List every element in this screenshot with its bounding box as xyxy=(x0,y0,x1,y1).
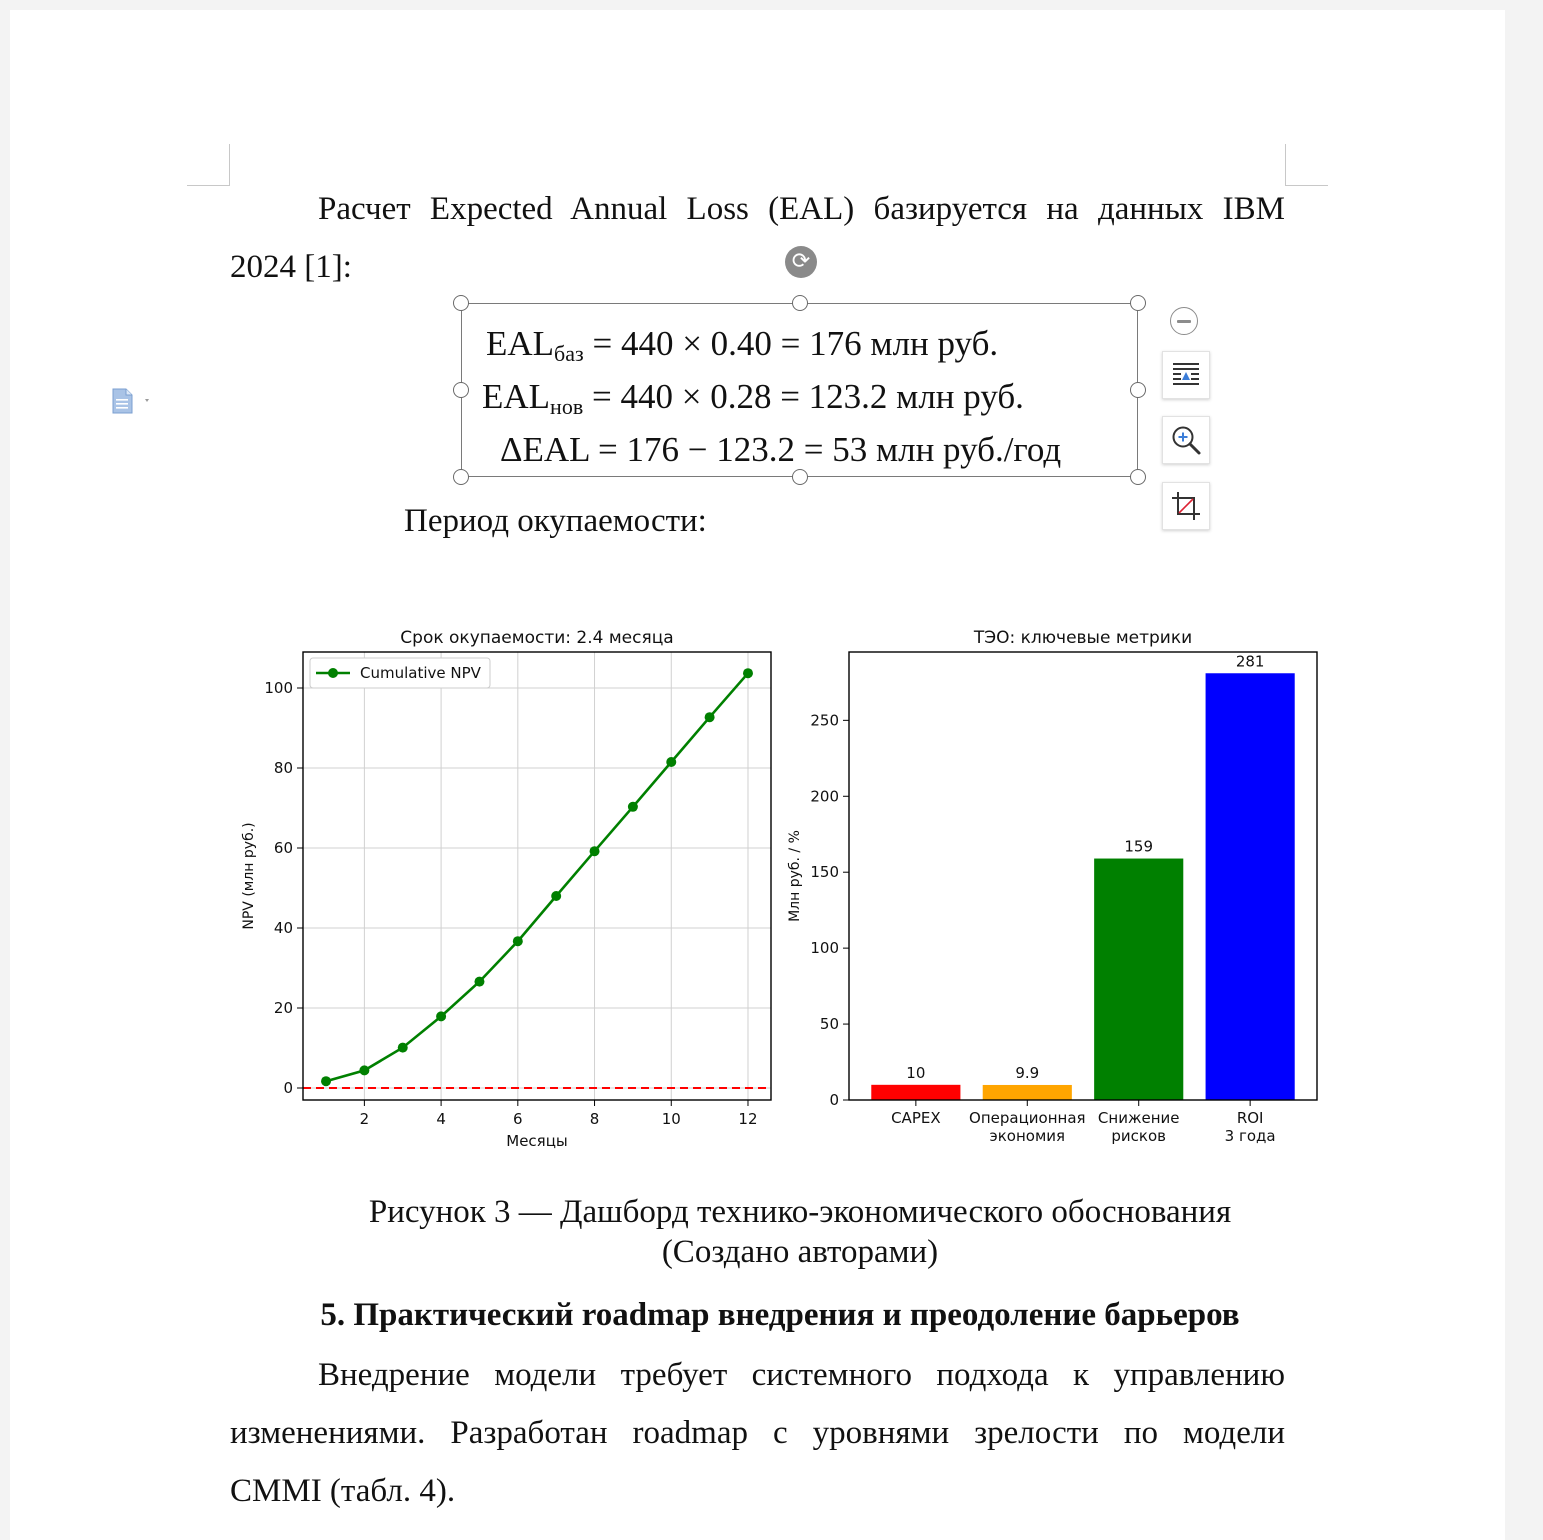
margin-mark xyxy=(187,185,229,186)
data-point xyxy=(743,668,753,678)
resize-handle[interactable] xyxy=(453,295,469,311)
line-chart-y-label: NPV (млн руб.) xyxy=(241,822,257,930)
x-tick-label: 2 xyxy=(359,1110,370,1128)
y-tick-label: 50 xyxy=(819,1015,839,1034)
data-point xyxy=(398,1043,408,1053)
resize-handle[interactable] xyxy=(1130,295,1146,311)
bar-value-label: 159 xyxy=(1124,837,1154,856)
line-chart-legend xyxy=(310,658,490,688)
y-tick-label: 100 xyxy=(264,679,293,697)
resize-handle[interactable] xyxy=(1130,382,1146,398)
crop-button[interactable] xyxy=(1162,482,1210,530)
line-chart-frame xyxy=(303,652,771,1100)
x-tick-label: 10 xyxy=(661,1110,681,1128)
y-tick-label: 80 xyxy=(273,759,293,777)
x-tick-label: 6 xyxy=(513,1110,523,1128)
category-label: Операционная xyxy=(969,1109,1086,1127)
data-point xyxy=(590,846,600,856)
paragraph-line: 2024 [1]: xyxy=(230,249,352,285)
figure-caption: Рисунок 3 — Дашборд технико-экономического обоснования xyxy=(368,1194,1232,1230)
paragraph-roadmap[interactable] xyxy=(230,1346,1285,1520)
data-point xyxy=(513,936,523,946)
category-label: ROI xyxy=(1236,1109,1264,1127)
category-label: 3 года xyxy=(1224,1127,1276,1145)
margin-mark xyxy=(1286,185,1328,186)
zoom-button[interactable] xyxy=(1162,416,1210,464)
formula-line-3: ΔEAL = 176 − 123.2 = 53 млн руб./год xyxy=(500,430,1062,469)
data-point xyxy=(705,712,715,722)
margin-mark xyxy=(1285,144,1286,186)
crop-icon xyxy=(1170,490,1202,522)
paragraph-eal-intro[interactable] xyxy=(230,180,1285,296)
formula-line-2: $EAL_{нов} = 440 \times 0.28 = 123.2$ млн руб. xyxy=(482,377,1024,419)
layout-options-icon xyxy=(1171,361,1201,389)
bar xyxy=(1206,673,1295,1100)
y-tick-label: 200 xyxy=(810,787,839,806)
x-tick-label: 4 xyxy=(436,1110,446,1128)
resize-handle[interactable] xyxy=(792,295,808,311)
y-tick-label: 60 xyxy=(273,839,293,857)
data-point xyxy=(474,977,484,987)
line-chart-title: Срок окупаемости: 2.4 месяца xyxy=(400,628,674,648)
section-heading: 5. Практический roadmap внедрения и преодоление барьеров xyxy=(320,1297,1240,1333)
data-point xyxy=(628,802,638,812)
bar-chart-y-label: Млн руб. / % xyxy=(787,830,803,922)
dashboard-figure[interactable] xyxy=(230,618,1330,1158)
document-icon[interactable] xyxy=(111,388,157,419)
x-tick-label: 8 xyxy=(589,1110,600,1128)
npv-series-line xyxy=(326,673,748,1081)
resize-handle[interactable] xyxy=(1130,469,1146,485)
category-label: CAPEX xyxy=(891,1109,941,1127)
bar-value-label: 9.9 xyxy=(1015,1063,1040,1082)
data-point xyxy=(359,1065,369,1075)
paragraph-line: Расчет Expected Annual Loss (EAL) базируется на данных IBM xyxy=(318,191,1285,227)
category-label: экономия xyxy=(989,1127,1066,1145)
bar xyxy=(983,1085,1072,1100)
bar-chart-title: ТЭО: ключевые метрики xyxy=(973,628,1193,648)
paragraph-line: изменениями. Разработан roadmap с уровнями зрелости по модели xyxy=(230,1415,1285,1451)
resize-handle[interactable] xyxy=(453,469,469,485)
category-label: рисков xyxy=(1111,1127,1167,1145)
bar xyxy=(1094,859,1183,1100)
line-chart-x-label: Месяцы xyxy=(506,1132,568,1150)
legend-entry: Cumulative NPV xyxy=(360,664,481,682)
formula-line-1: $EAL_{баз} = 440 \times 0.40 = 176$ млн руб. xyxy=(486,324,999,366)
data-point xyxy=(551,891,561,901)
data-point xyxy=(321,1076,331,1086)
category-label: Снижение xyxy=(1097,1109,1180,1127)
y-tick-label: 0 xyxy=(283,1079,293,1097)
resize-handle[interactable] xyxy=(453,382,469,398)
bar-value-label: 10 xyxy=(906,1063,926,1082)
figure-caption-source: (Создано авторами) xyxy=(661,1234,939,1270)
paragraph-line: CMMI (табл. 4). xyxy=(230,1473,456,1509)
minus-circle-icon[interactable] xyxy=(1170,307,1198,335)
bar xyxy=(871,1085,960,1100)
formula-image[interactable] xyxy=(461,303,1138,477)
data-point xyxy=(666,757,676,767)
y-tick-label: 100 xyxy=(810,939,839,958)
y-tick-label: 40 xyxy=(273,919,293,937)
bar-value-label: 281 xyxy=(1235,652,1265,671)
rotate-icon[interactable]: ⟳ xyxy=(785,246,817,278)
y-tick-label: 150 xyxy=(810,863,839,882)
y-tick-label: 0 xyxy=(829,1091,839,1109)
x-tick-label: 12 xyxy=(738,1110,758,1128)
zoom-in-icon xyxy=(1170,424,1202,456)
layout-options-button[interactable] xyxy=(1162,351,1210,399)
dashboard-charts xyxy=(230,618,1330,1158)
y-tick-label: 250 xyxy=(810,711,839,730)
data-point xyxy=(436,1011,446,1021)
resize-handle[interactable] xyxy=(792,469,808,485)
paragraph-line: Внедрение модели требует системного подхода к управлению xyxy=(318,1357,1285,1393)
period-label: Период окупаемости: xyxy=(404,503,707,539)
y-tick-label: 20 xyxy=(273,999,293,1017)
